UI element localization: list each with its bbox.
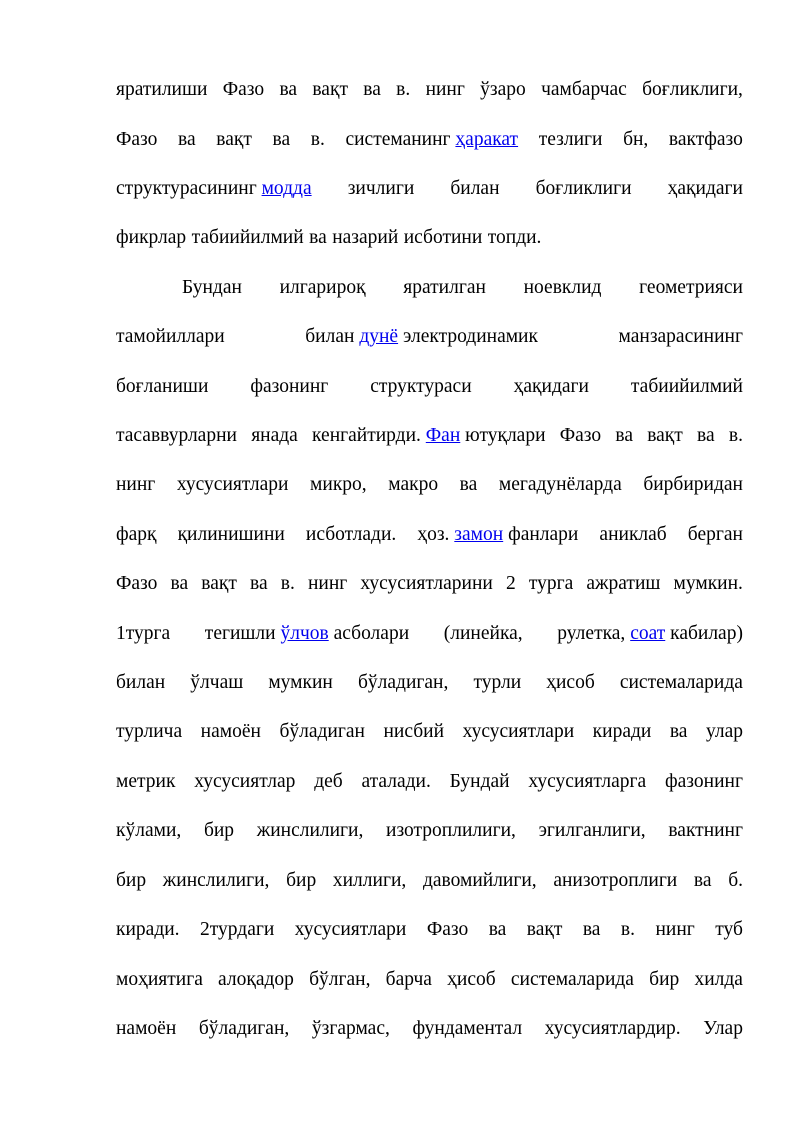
word: зичлиги [347, 178, 415, 199]
word: ноевклид [523, 277, 602, 298]
word: вактнинг [668, 820, 743, 841]
word: ҳоз. [417, 524, 450, 545]
word: боғликлиги [535, 178, 632, 199]
word: Фазо [116, 573, 158, 594]
word: 2 [505, 573, 516, 594]
word: ва [178, 129, 196, 150]
word: 2турдаги [200, 919, 275, 940]
word: билан [116, 672, 166, 693]
word: моҳиятига [116, 969, 203, 990]
word: в. [396, 79, 411, 100]
word: в. [310, 129, 325, 150]
word: хусусиятлари [176, 474, 289, 495]
word: вақт [526, 919, 563, 940]
word: бир [116, 870, 147, 891]
word: ҳақидаги [513, 376, 589, 397]
word: Бундай [449, 771, 510, 792]
word-group [417, 520, 578, 550]
link-harakat[interactable]: ҳаракат [455, 129, 519, 150]
word: янада [251, 425, 298, 446]
word: барча [385, 969, 432, 990]
word: намоён [200, 721, 261, 742]
word: Улар [703, 1018, 743, 1039]
word-group [205, 619, 409, 649]
word: Фазо [426, 919, 469, 940]
text-line [116, 223, 743, 253]
word: турга [528, 573, 574, 594]
word: рулетка, [557, 623, 626, 644]
word: манзарасининг [618, 326, 743, 347]
word: вақт [647, 425, 683, 446]
word: мумкин. [673, 573, 743, 594]
word: аниклаб [599, 524, 667, 545]
word: боғланиши [116, 376, 209, 397]
word: хусусиятларга [528, 771, 647, 792]
word: эгилганлиги, [538, 820, 646, 841]
word: бир [286, 870, 317, 891]
word: алоқадор [218, 969, 294, 990]
word: исботлади. [305, 524, 397, 545]
word: Фазо [559, 425, 602, 446]
word-group [116, 174, 312, 204]
text-line [116, 915, 743, 945]
word: метрик [116, 771, 176, 792]
word: жинслилиги, [256, 820, 364, 841]
word: қилинишини [177, 524, 285, 545]
text-line [116, 619, 743, 649]
word: ютуқлари [465, 425, 546, 446]
word: турлича [116, 721, 183, 742]
text-line [116, 668, 743, 698]
word: ва [669, 721, 688, 742]
word: ва [250, 573, 268, 594]
word: кенгайтирди. [312, 425, 421, 446]
word: яратилиши [116, 79, 208, 100]
word: хусусиятлар [194, 771, 296, 792]
word: ва [697, 425, 715, 446]
word: тегишли [204, 623, 276, 644]
word: ўлчаш [190, 672, 244, 693]
word: фикрлар [116, 227, 187, 248]
word: фанлари [508, 524, 579, 545]
text-line [116, 1014, 743, 1044]
word: ва [363, 79, 381, 100]
link-dunyo[interactable]: дунё [359, 326, 399, 347]
word: мегадунёларда [498, 474, 622, 495]
word: ўзаро [480, 79, 526, 100]
word: ҳисоб [546, 672, 595, 693]
word-group [305, 322, 538, 352]
text-line [116, 965, 743, 995]
word: ва [488, 919, 507, 940]
link-olchov[interactable]: ўлчов [280, 623, 329, 644]
word: исботини [403, 227, 483, 248]
text-line [116, 322, 743, 352]
text-line [182, 273, 743, 303]
text-line [116, 470, 743, 500]
word: илгарироқ [279, 277, 366, 298]
word: ўзгармас, [311, 1018, 390, 1039]
text-line [116, 767, 743, 797]
word-group [557, 619, 743, 649]
word: в. [620, 919, 636, 940]
word: хусусиятлари [294, 919, 407, 940]
link-zamon[interactable]: замон [454, 524, 504, 545]
word: бўлган, [309, 969, 371, 990]
word: давомийлиги, [422, 870, 537, 891]
word: структурасининг [116, 178, 257, 199]
text-line [116, 569, 743, 599]
word: хусусиятлардир. [544, 1018, 681, 1039]
word: назарий [332, 227, 399, 248]
word: хусусиятларини [360, 573, 493, 594]
word: ва [582, 919, 601, 940]
word: мумкин [268, 672, 333, 693]
word: нинг [307, 573, 348, 594]
word: б. [728, 870, 743, 891]
word: вақт [201, 573, 237, 594]
word: киради [592, 721, 652, 742]
word: хиллиги, [332, 870, 407, 891]
word: аталади. [361, 771, 431, 792]
word: фарқ [116, 524, 157, 545]
word: системаларида [619, 672, 743, 693]
word: туб [715, 919, 743, 940]
word: ҳисоб [447, 969, 496, 990]
word: структураси [370, 376, 472, 397]
text-line [116, 717, 743, 747]
word: тезлиги [538, 129, 603, 150]
word-group [345, 125, 518, 155]
word: ва [309, 227, 327, 248]
word: ажратиш [586, 573, 661, 594]
word: нинг [655, 919, 695, 940]
word: ва [459, 474, 478, 495]
word: фазонинг [665, 771, 743, 792]
word: макро [388, 474, 439, 495]
word: бир [649, 969, 680, 990]
word: бўладиган, [357, 672, 449, 693]
word: бирбиридан [643, 474, 743, 495]
word: (линейка, [443, 623, 523, 644]
word: анизотроплиги [553, 870, 678, 891]
word: в. [280, 573, 295, 594]
text-line [116, 125, 743, 155]
word: киради. [116, 919, 180, 940]
word: чамбарчас [541, 79, 627, 100]
word: билан [305, 326, 355, 347]
word: билан [450, 178, 500, 199]
word: бўладиган [279, 721, 365, 742]
word: геометрияси [639, 277, 743, 298]
word: яратилган [403, 277, 486, 298]
word: ҳақидаги [667, 178, 743, 199]
word: ва [615, 425, 633, 446]
word: Фазо [222, 79, 265, 100]
text-line [116, 816, 743, 846]
word: деб [314, 771, 343, 792]
word-group [312, 421, 545, 451]
word: в. [728, 425, 743, 446]
word: вақт [312, 79, 348, 100]
word: вактфазо [668, 129, 743, 150]
word: берган [687, 524, 743, 545]
word: фазонинг [250, 376, 329, 397]
word: жинслилиги, [162, 870, 270, 891]
word: табиийилмий [191, 227, 304, 248]
link-modda[interactable]: модда [261, 178, 312, 199]
word: вақт [216, 129, 252, 150]
word: кабилар) [670, 623, 743, 644]
word: системанинг [345, 129, 451, 150]
word: нинг [116, 474, 156, 495]
word: асболари [333, 623, 410, 644]
word: бн, [623, 129, 649, 150]
word: микро, [310, 474, 367, 495]
word: хилда [694, 969, 743, 990]
word: нинг [425, 79, 465, 100]
word: электродинамик [402, 326, 538, 347]
word: боғликлиги, [642, 79, 743, 100]
text-line [116, 866, 743, 896]
text-line [116, 75, 743, 105]
word: Бундан [182, 277, 242, 298]
word: ва [693, 870, 712, 891]
link-fan[interactable]: Фан [425, 425, 461, 446]
word: улар [705, 721, 743, 742]
word: ва [279, 79, 298, 100]
word: топди. [487, 227, 542, 248]
word: турли [473, 672, 522, 693]
word: системаларида [510, 969, 634, 990]
word: изотроплилиги, [386, 820, 516, 841]
word: 1турга [116, 623, 171, 644]
link-soat[interactable]: соат [630, 623, 666, 644]
word: фундаментал [412, 1018, 523, 1039]
text-line [116, 421, 743, 451]
word: ва [170, 573, 189, 594]
word: хусусиятлари [462, 721, 575, 742]
word: бўладиган, [198, 1018, 290, 1039]
word: намоён [116, 1018, 177, 1039]
text-line [116, 174, 743, 204]
word: кўлами, [116, 820, 182, 841]
word: тасаввурларни [116, 425, 237, 446]
text-line [116, 372, 743, 402]
word: бир [203, 820, 235, 841]
text-line [116, 520, 743, 550]
word: Фазо [116, 129, 158, 150]
word: тамойиллари [116, 326, 225, 347]
word: ва [272, 129, 291, 150]
word: табиийилмий [630, 376, 743, 397]
word: нисбий [383, 721, 445, 742]
